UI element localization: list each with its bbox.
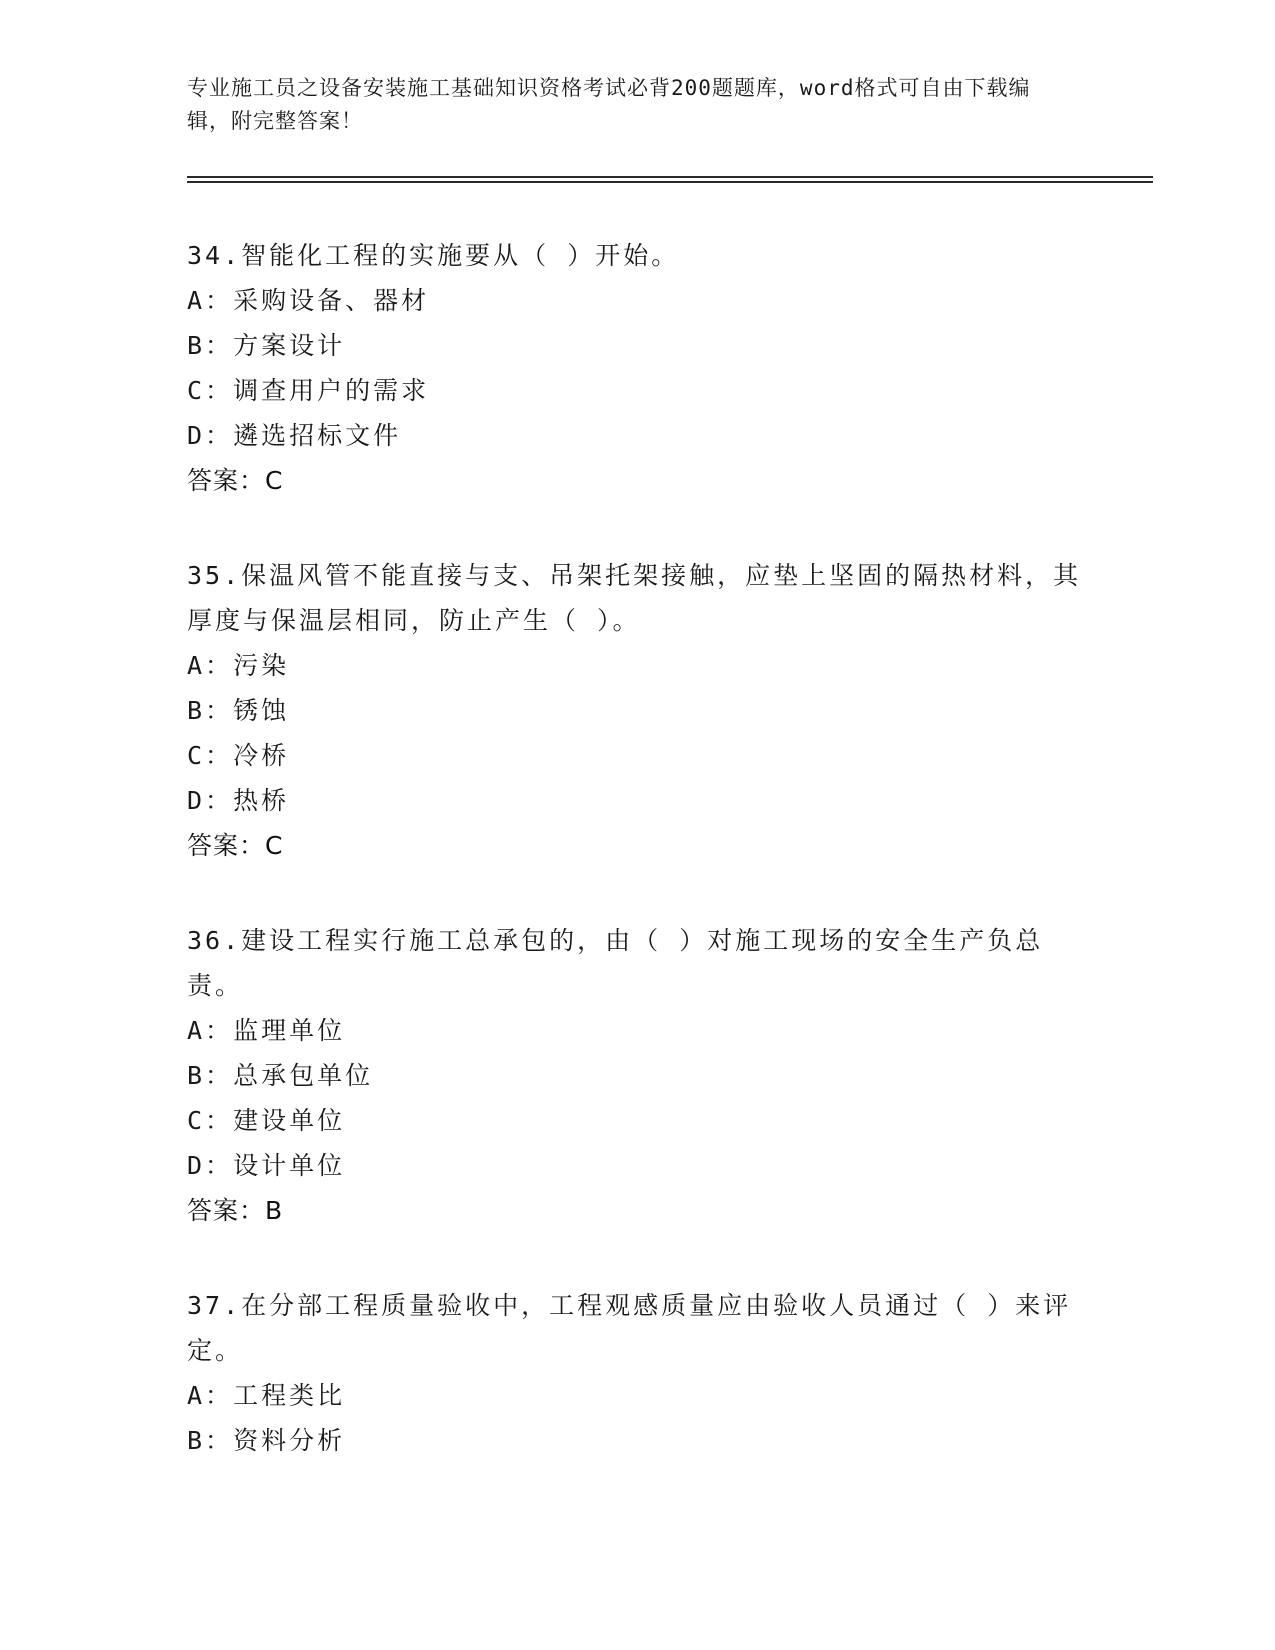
option-text: 采购设备、器材 bbox=[233, 286, 430, 315]
option-a bbox=[187, 278, 1087, 323]
option-text: 遴选招标文件 bbox=[233, 421, 402, 450]
option-text: 冷桥 bbox=[233, 741, 290, 770]
option-text: 锈蚀 bbox=[233, 696, 290, 725]
option-c bbox=[187, 368, 1087, 413]
question-37 bbox=[187, 1283, 1087, 1463]
question-36 bbox=[187, 918, 1087, 1233]
option-b bbox=[187, 1418, 1087, 1463]
option-d bbox=[187, 778, 1087, 823]
option-text: 工程类比 bbox=[233, 1381, 346, 1410]
option-text: 调查用户的需求 bbox=[233, 376, 430, 405]
option-d bbox=[187, 413, 1087, 458]
option-label: D： bbox=[187, 421, 234, 450]
option-text: 热桥 bbox=[233, 786, 290, 815]
option-text: 资料分析 bbox=[233, 1426, 346, 1455]
question-35 bbox=[187, 553, 1087, 868]
option-a bbox=[187, 643, 1087, 688]
option-label: A： bbox=[187, 286, 234, 315]
option-text: 监理单位 bbox=[233, 1016, 346, 1045]
question-list bbox=[187, 233, 1087, 1513]
option-label: D： bbox=[187, 786, 234, 815]
option-label: B： bbox=[187, 331, 234, 360]
option-label: C： bbox=[187, 1106, 234, 1135]
option-d bbox=[187, 1143, 1087, 1188]
option-text: 污染 bbox=[233, 651, 290, 680]
option-text: 设计单位 bbox=[233, 1151, 346, 1180]
option-label: A： bbox=[187, 651, 234, 680]
option-text: 建设单位 bbox=[233, 1106, 346, 1135]
answer-line: 答案：C bbox=[187, 831, 284, 860]
question-text: 34.智能化工程的实施要从（ ）开始。 bbox=[187, 241, 680, 270]
question-34 bbox=[187, 233, 1087, 503]
option-b bbox=[187, 1053, 1087, 1098]
option-c bbox=[187, 1098, 1087, 1143]
option-label: C： bbox=[187, 376, 234, 405]
option-c bbox=[187, 733, 1087, 778]
option-b bbox=[187, 688, 1087, 733]
option-label: A： bbox=[187, 1016, 234, 1045]
option-label: D： bbox=[187, 1151, 234, 1180]
option-b bbox=[187, 323, 1087, 368]
option-label: B： bbox=[187, 696, 234, 725]
question-text: 35.保温风管不能直接与支、吊架托架接触，应垫上坚固的隔热材料，其厚度与保温层相同，防止产生（ ）。 bbox=[187, 561, 1082, 635]
answer-line: 答案：C bbox=[187, 466, 284, 495]
document-header: 专业施工员之设备安装施工基础知识资格考试必背200题题库，word格式可自由下载编辑，附完整答案！ bbox=[187, 76, 1031, 133]
header-divider-bottom bbox=[187, 181, 1153, 183]
header-divider-top bbox=[187, 176, 1153, 178]
option-label: B： bbox=[187, 1426, 234, 1455]
question-text: 36.建设工程实行施工总承包的，由（ ）对施工现场的安全生产负总责。 bbox=[187, 926, 1044, 1000]
option-a bbox=[187, 1373, 1087, 1418]
option-label: C： bbox=[187, 741, 234, 770]
question-text: 37.在分部工程质量验收中，工程观感质量应由验收人员通过（ ）来评定。 bbox=[187, 1291, 1072, 1365]
answer-line: 答案：B bbox=[187, 1196, 284, 1225]
option-text: 方案设计 bbox=[233, 331, 346, 360]
option-a bbox=[187, 1008, 1087, 1053]
option-label: B： bbox=[187, 1061, 234, 1090]
option-label: A： bbox=[187, 1381, 234, 1410]
option-text: 总承包单位 bbox=[233, 1061, 374, 1090]
